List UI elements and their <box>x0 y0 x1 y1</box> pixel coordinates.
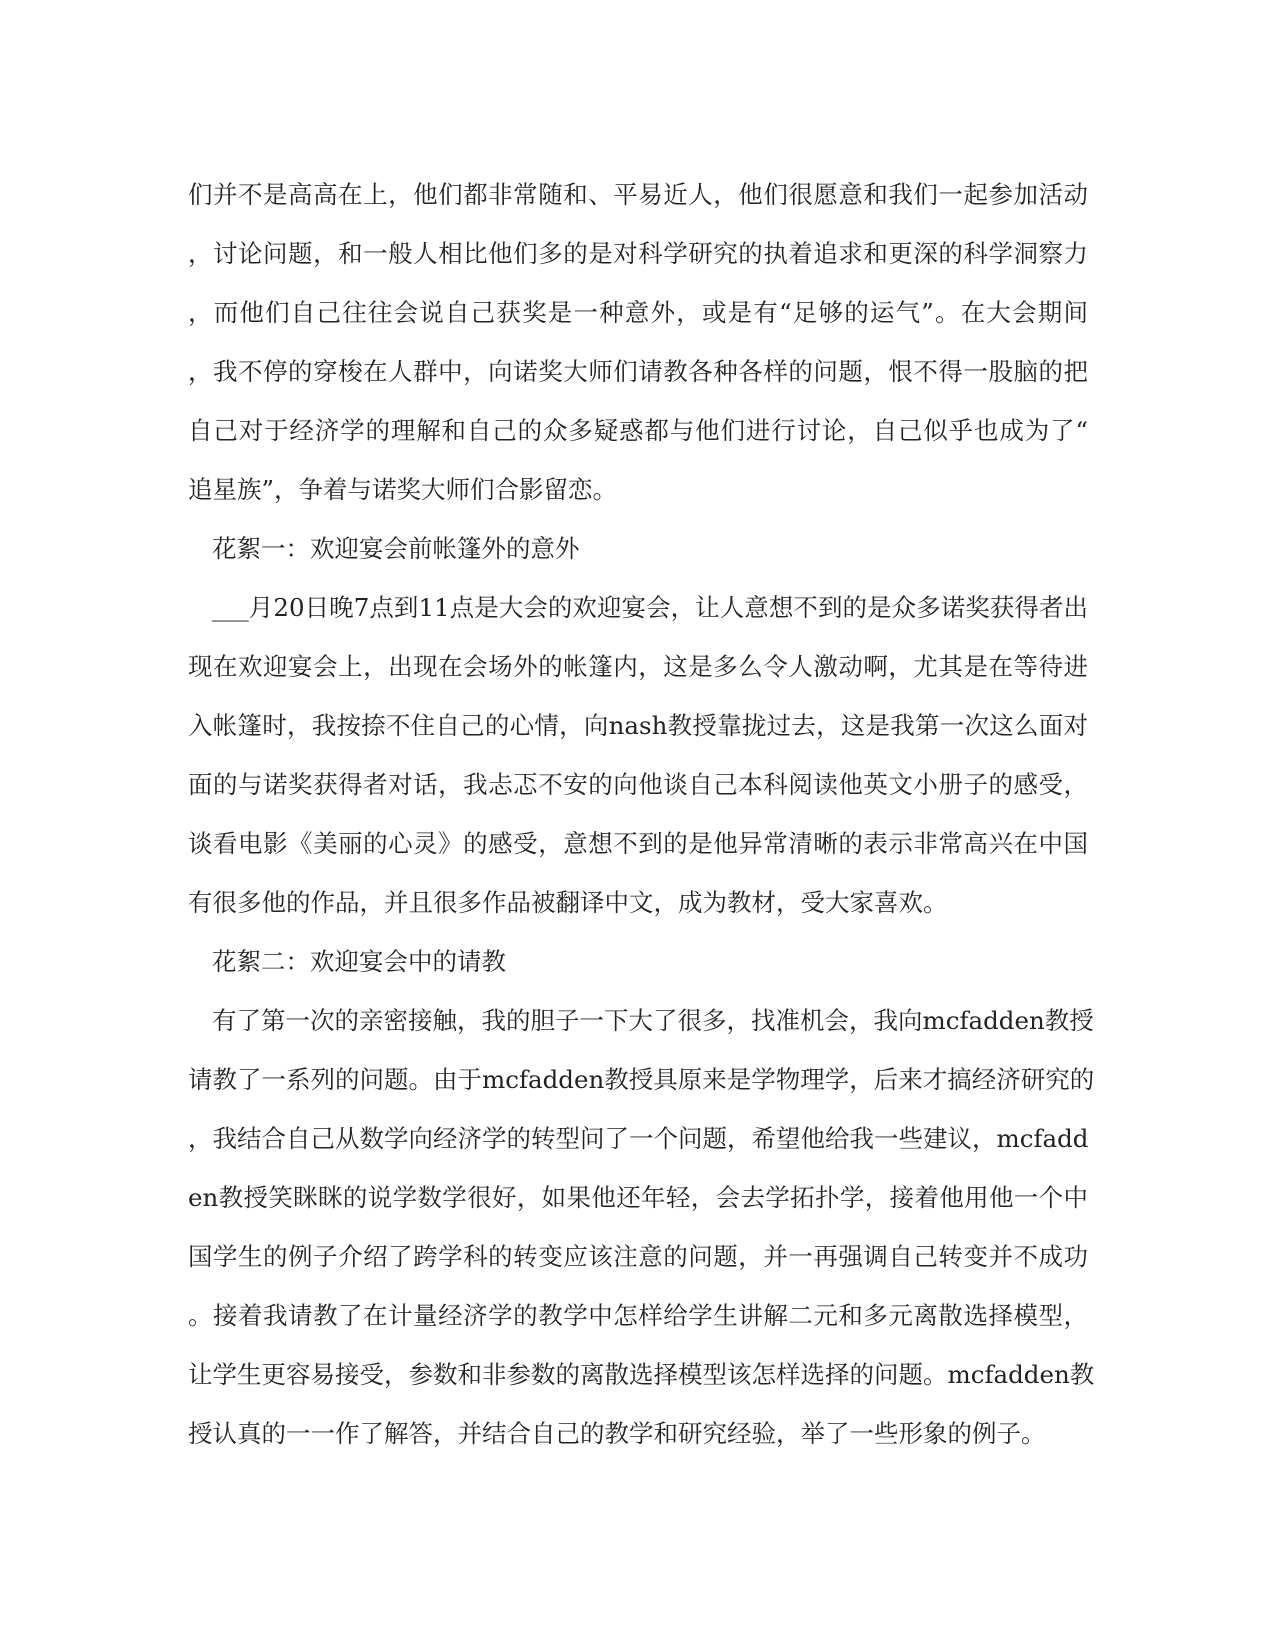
text-line: 们并不是高高在上，他们都非常随和、平易近人，他们很愿意和我们一起参加活动 <box>188 180 1088 209</box>
text-line: 面的与诺奖获得者对话，我忐忑不安的向他谈自己本科阅读他英文小册子的感受， <box>188 770 1088 799</box>
text-line: 谈看电影《美丽的心灵》的感受，意想不到的是他异常清晰的表示非常高兴在中国 <box>188 829 1088 858</box>
text-line: 授认真的一一作了解答，并结合自己的教学和研究经验，举了一些形象的例子。 <box>188 1419 1046 1448</box>
text-line: 追星族”，争着与诺奖大师们合影留恋。 <box>188 475 618 504</box>
text-line: 让学生更容易接受，参数和非参数的离散选择模型该怎样选择的问题。mcfadden教 <box>188 1360 1095 1389</box>
text-line: 有很多他的作品，并且很多作品被翻译中文，成为教材，受大家喜欢。 <box>188 888 948 917</box>
section-heading: 花絮二：欢迎宴会中的请教 <box>212 947 506 976</box>
text-line: en教授笑眯眯的说学数学很好，如果他还年轻，会去学拓扑学，接着他用他一个中 <box>188 1183 1088 1212</box>
section-heading: 花絮一：欢迎宴会前帐篷外的意外 <box>212 534 580 563</box>
text-line: ___月20日晚7点到11点是大会的欢迎宴会，让人意想不到的是众多诺奖获得者出 <box>212 593 1088 622</box>
text-line: 入帐篷时，我按捺不住自己的心情，向nash教授靠拢过去，这是我第一次这么面对 <box>188 711 1088 740</box>
text-line: 现在欢迎宴会上，出现在会场外的帐篷内，这是多么令人激动啊，尤其是在等待进 <box>188 652 1088 681</box>
body-text <box>188 165 1095 1463</box>
text-line: 自己对于经济学的理解和自己的众多疑惑都与他们进行讨论，自己似乎也成为了“ <box>188 416 1088 445</box>
text-line: 国学生的例子介绍了跨学科的转变应该注意的问题，并一再强调自己转变并不成功 <box>188 1242 1088 1271</box>
text-line: ，讨论问题，和一般人相比他们多的是对科学研究的执着追求和更深的科学洞察力 <box>188 239 1088 268</box>
text-line: 请教了一系列的问题。由于mcfadden教授具原来是学物理学，后来才搞经济研究的 <box>188 1065 1095 1094</box>
text-line: 。接着我请教了在计量经济学的教学中怎样给学生讲解二元和多元离散选择模型， <box>188 1301 1088 1330</box>
text-line: ，我结合自己从数学向经济学的转型问了一个问题，希望他给我一些建议，mcfadd <box>188 1124 1089 1153</box>
text-line: ，而他们自己往往会说自己获奖是一种意外，或是有“足够的运气”。在大会期间 <box>188 298 1088 327</box>
text-line: 有了第一次的亲密接触，我的胆子一下大了很多，找准机会，我向mcfadden教授 <box>212 1006 1094 1035</box>
text-line: ，我不停的穿梭在人群中，向诺奖大师们请教各种各样的问题，恨不得一股脑的把 <box>188 357 1088 386</box>
